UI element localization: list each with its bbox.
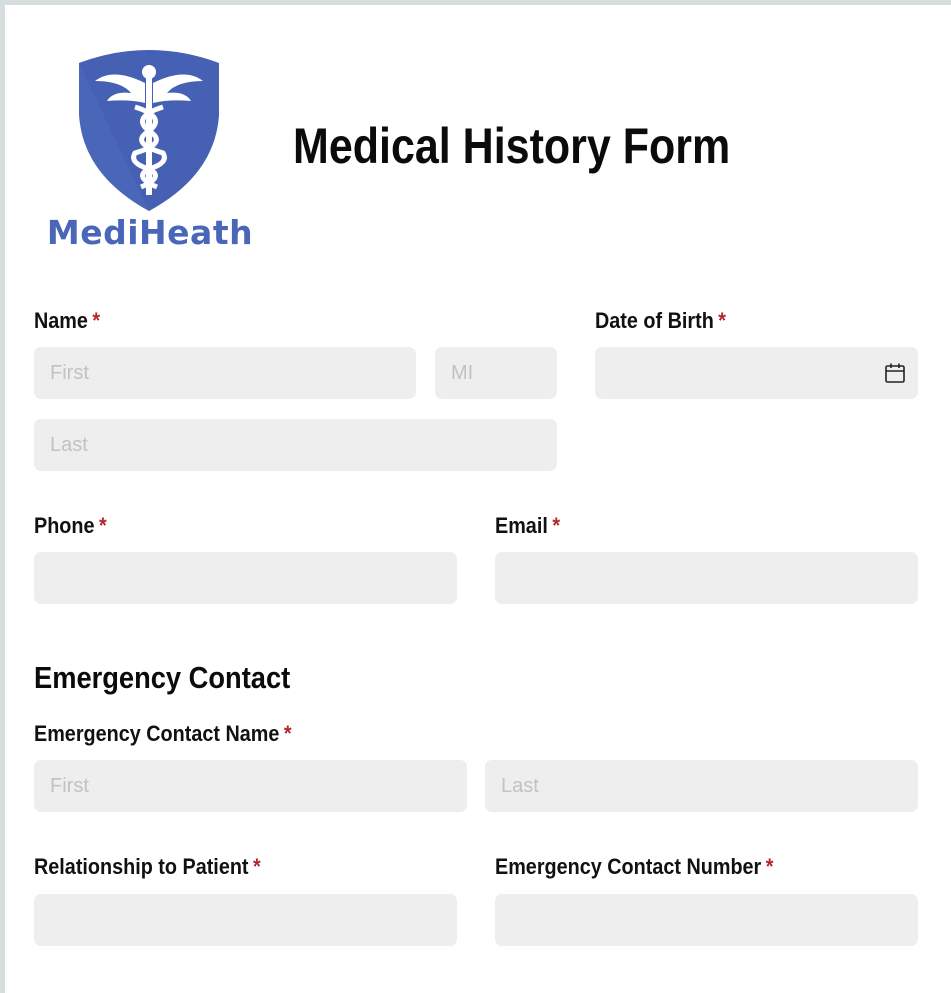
form-card xyxy=(5,5,951,993)
first-name-input[interactable]: First xyxy=(34,347,416,399)
email-input[interactable] xyxy=(495,552,918,604)
emergency-name-label xyxy=(34,721,292,747)
dob-input[interactable] xyxy=(595,347,918,399)
required-marker: * xyxy=(99,513,107,538)
middle-initial-input[interactable]: MI xyxy=(435,347,557,399)
email-label xyxy=(495,513,560,539)
emergency-contact-heading: Emergency Contact xyxy=(34,660,291,695)
required-marker: * xyxy=(253,854,261,879)
emergency-first-name-input[interactable]: First xyxy=(34,760,467,812)
name-label-text: Name xyxy=(34,308,88,333)
required-marker: * xyxy=(718,308,727,333)
page-title: Medical History Form xyxy=(293,118,731,174)
relationship-label xyxy=(34,854,261,880)
emergency-last-name-input[interactable]: Last xyxy=(485,760,918,812)
emergency-number-input[interactable] xyxy=(495,894,918,946)
email-label-text: Email xyxy=(495,513,548,538)
relationship-label-text: Relationship to Patient xyxy=(34,854,249,879)
emergency-name-label-text: Emergency Contact Name xyxy=(34,721,280,746)
required-marker: * xyxy=(765,854,774,879)
required-marker: * xyxy=(552,513,561,538)
brand-name: MediHeath xyxy=(46,213,254,252)
required-marker: * xyxy=(92,308,101,333)
dob-label-text: Date of Birth xyxy=(595,308,714,333)
phone-input[interactable] xyxy=(34,552,457,604)
required-marker: * xyxy=(283,721,292,746)
dob-label xyxy=(595,308,726,334)
calendar-icon[interactable] xyxy=(884,362,906,384)
last-name-input[interactable]: Last xyxy=(34,419,557,471)
emergency-number-label xyxy=(495,854,773,880)
relationship-input[interactable] xyxy=(34,894,457,946)
phone-label-text: Phone xyxy=(34,513,95,538)
caduceus-shield-icon xyxy=(73,45,225,213)
brand-logo xyxy=(45,43,255,258)
name-label xyxy=(34,308,100,334)
phone-label xyxy=(34,513,107,539)
emergency-number-label-text: Emergency Contact Number xyxy=(495,854,762,879)
